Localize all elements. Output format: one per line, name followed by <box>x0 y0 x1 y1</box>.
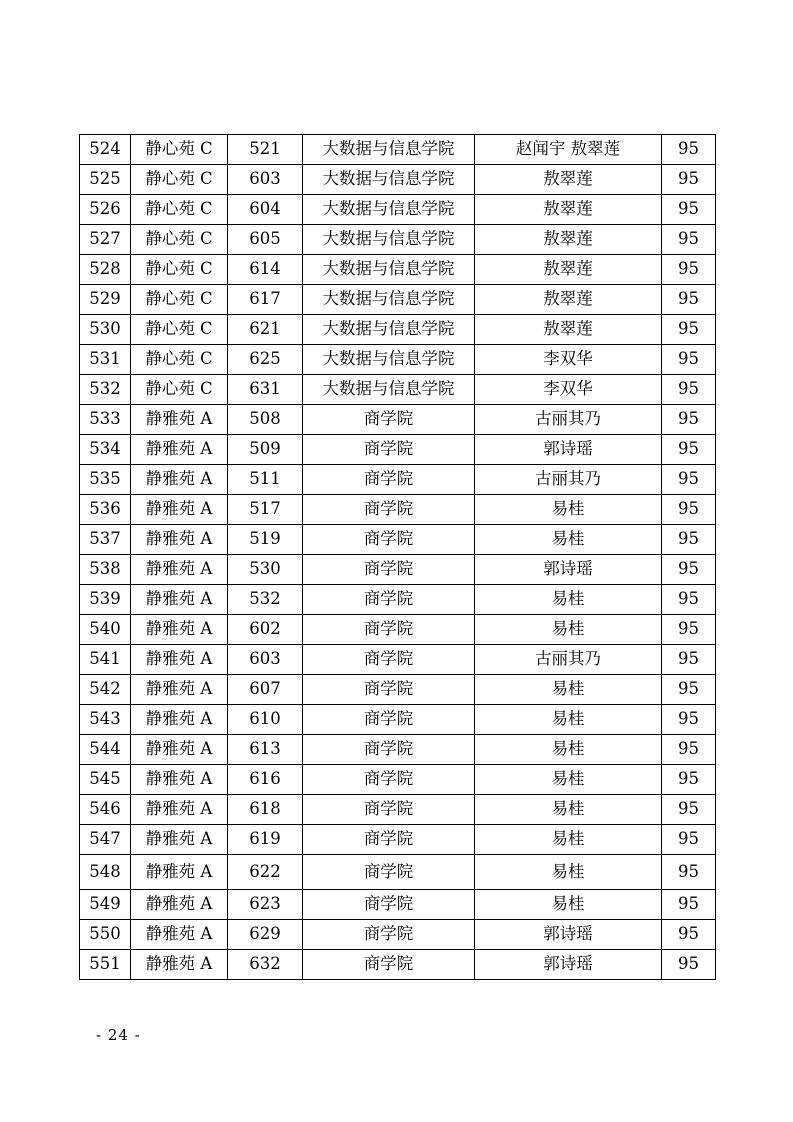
room-number: 610 <box>228 705 303 735</box>
table-row <box>80 795 716 825</box>
college-name: 商学院 <box>303 890 475 920</box>
score-value: 95 <box>662 765 716 795</box>
building-name: 静心苑 C <box>131 225 228 255</box>
teacher-name: 郭诗瑶 <box>475 555 662 585</box>
score-value: 95 <box>662 345 716 375</box>
row-number: 543 <box>80 705 131 735</box>
row-number: 541 <box>80 645 131 675</box>
row-number: 537 <box>80 525 131 555</box>
college-name: 大数据与信息学院 <box>303 255 475 285</box>
building-name: 静雅苑 A <box>131 645 228 675</box>
teacher-name: 易桂 <box>475 890 662 920</box>
college-name: 商学院 <box>303 950 475 980</box>
college-name: 大数据与信息学院 <box>303 345 475 375</box>
row-number: 528 <box>80 255 131 285</box>
score-value: 95 <box>662 285 716 315</box>
table-row <box>80 525 716 555</box>
teacher-name: 易桂 <box>475 765 662 795</box>
teacher-name: 敖翠莲 <box>475 255 662 285</box>
teacher-name: 易桂 <box>475 675 662 705</box>
college-name: 商学院 <box>303 465 475 495</box>
room-number: 616 <box>228 765 303 795</box>
score-value: 95 <box>662 555 716 585</box>
table-row <box>80 255 716 285</box>
teacher-name: 敖翠莲 <box>475 165 662 195</box>
building-name: 静心苑 C <box>131 195 228 225</box>
page-number: - 24 - <box>96 1026 141 1044</box>
teacher-name: 易桂 <box>475 585 662 615</box>
table-row <box>80 765 716 795</box>
table-row <box>80 285 716 315</box>
teacher-name: 古丽其乃 <box>475 465 662 495</box>
table-row <box>80 735 716 765</box>
room-number: 604 <box>228 195 303 225</box>
teacher-name: 易桂 <box>475 825 662 855</box>
dormitory-score-table <box>79 134 716 980</box>
building-name: 静雅苑 A <box>131 950 228 980</box>
room-number: 631 <box>228 375 303 405</box>
room-number: 603 <box>228 645 303 675</box>
college-name: 大数据与信息学院 <box>303 375 475 405</box>
building-name: 静雅苑 A <box>131 705 228 735</box>
room-number: 618 <box>228 795 303 825</box>
building-name: 静雅苑 A <box>131 525 228 555</box>
score-value: 95 <box>662 890 716 920</box>
teacher-name: 李双华 <box>475 345 662 375</box>
teacher-name: 李双华 <box>475 375 662 405</box>
room-number: 602 <box>228 615 303 645</box>
score-value: 95 <box>662 675 716 705</box>
room-number: 530 <box>228 555 303 585</box>
building-name: 静雅苑 A <box>131 890 228 920</box>
college-name: 大数据与信息学院 <box>303 315 475 345</box>
building-name: 静雅苑 A <box>131 855 228 890</box>
table-row <box>80 375 716 405</box>
score-value: 95 <box>662 855 716 890</box>
score-value: 95 <box>662 375 716 405</box>
table-row <box>80 315 716 345</box>
room-number: 625 <box>228 345 303 375</box>
row-number: 536 <box>80 495 131 525</box>
teacher-name: 古丽其乃 <box>475 405 662 435</box>
table-row <box>80 495 716 525</box>
score-value: 95 <box>662 315 716 345</box>
row-number: 551 <box>80 950 131 980</box>
row-number: 548 <box>80 855 131 890</box>
table-row <box>80 645 716 675</box>
row-number: 544 <box>80 735 131 765</box>
building-name: 静心苑 C <box>131 285 228 315</box>
score-value: 95 <box>662 705 716 735</box>
room-number: 605 <box>228 225 303 255</box>
score-value: 95 <box>662 195 716 225</box>
building-name: 静雅苑 A <box>131 825 228 855</box>
table-row <box>80 890 716 920</box>
college-name: 商学院 <box>303 585 475 615</box>
table-row <box>80 920 716 950</box>
room-number: 607 <box>228 675 303 705</box>
score-value: 95 <box>662 495 716 525</box>
building-name: 静雅苑 A <box>131 920 228 950</box>
row-number: 532 <box>80 375 131 405</box>
teacher-name: 赵闻宇 敖翠莲 <box>475 135 662 165</box>
row-number: 525 <box>80 165 131 195</box>
row-number: 529 <box>80 285 131 315</box>
room-number: 619 <box>228 825 303 855</box>
college-name: 商学院 <box>303 920 475 950</box>
room-number: 511 <box>228 465 303 495</box>
college-name: 商学院 <box>303 645 475 675</box>
table-row <box>80 165 716 195</box>
building-name: 静心苑 C <box>131 165 228 195</box>
building-name: 静心苑 C <box>131 315 228 345</box>
teacher-name: 敖翠莲 <box>475 225 662 255</box>
building-name: 静雅苑 A <box>131 795 228 825</box>
score-value: 95 <box>662 225 716 255</box>
teacher-name: 易桂 <box>475 525 662 555</box>
room-number: 532 <box>228 585 303 615</box>
score-value: 95 <box>662 825 716 855</box>
score-value: 95 <box>662 405 716 435</box>
building-name: 静心苑 C <box>131 135 228 165</box>
table-row <box>80 465 716 495</box>
score-value: 95 <box>662 585 716 615</box>
table-row <box>80 825 716 855</box>
table-body <box>80 135 716 980</box>
score-value: 95 <box>662 165 716 195</box>
teacher-name: 敖翠莲 <box>475 195 662 225</box>
building-name: 静心苑 C <box>131 255 228 285</box>
score-value: 95 <box>662 435 716 465</box>
building-name: 静雅苑 A <box>131 735 228 765</box>
table-row <box>80 435 716 465</box>
room-number: 508 <box>228 405 303 435</box>
table-row <box>80 705 716 735</box>
building-name: 静雅苑 A <box>131 765 228 795</box>
college-name: 商学院 <box>303 525 475 555</box>
row-number: 527 <box>80 225 131 255</box>
building-name: 静雅苑 A <box>131 555 228 585</box>
room-number: 614 <box>228 255 303 285</box>
college-name: 大数据与信息学院 <box>303 195 475 225</box>
building-name: 静雅苑 A <box>131 435 228 465</box>
building-name: 静雅苑 A <box>131 585 228 615</box>
table-row <box>80 855 716 890</box>
teacher-name: 郭诗瑶 <box>475 435 662 465</box>
teacher-name: 易桂 <box>475 795 662 825</box>
building-name: 静雅苑 A <box>131 465 228 495</box>
college-name: 商学院 <box>303 765 475 795</box>
score-value: 95 <box>662 795 716 825</box>
row-number: 550 <box>80 920 131 950</box>
teacher-name: 易桂 <box>475 735 662 765</box>
score-value: 95 <box>662 950 716 980</box>
row-number: 531 <box>80 345 131 375</box>
table-row <box>80 675 716 705</box>
room-number: 623 <box>228 890 303 920</box>
row-number: 530 <box>80 315 131 345</box>
college-name: 大数据与信息学院 <box>303 225 475 255</box>
college-name: 商学院 <box>303 615 475 645</box>
table-row <box>80 345 716 375</box>
room-number: 629 <box>228 920 303 950</box>
college-name: 大数据与信息学院 <box>303 285 475 315</box>
table-row <box>80 195 716 225</box>
college-name: 大数据与信息学院 <box>303 135 475 165</box>
row-number: 546 <box>80 795 131 825</box>
building-name: 静雅苑 A <box>131 405 228 435</box>
row-number: 534 <box>80 435 131 465</box>
teacher-name: 古丽其乃 <box>475 645 662 675</box>
teacher-name: 易桂 <box>475 855 662 890</box>
room-number: 519 <box>228 525 303 555</box>
room-number: 603 <box>228 165 303 195</box>
table-row <box>80 615 716 645</box>
building-name: 静心苑 C <box>131 345 228 375</box>
college-name: 商学院 <box>303 405 475 435</box>
row-number: 542 <box>80 675 131 705</box>
college-name: 商学院 <box>303 855 475 890</box>
table-row <box>80 950 716 980</box>
score-value: 95 <box>662 645 716 675</box>
row-number: 533 <box>80 405 131 435</box>
teacher-name: 敖翠莲 <box>475 315 662 345</box>
table-row <box>80 225 716 255</box>
row-number: 547 <box>80 825 131 855</box>
building-name: 静雅苑 A <box>131 675 228 705</box>
row-number: 549 <box>80 890 131 920</box>
room-number: 509 <box>228 435 303 465</box>
room-number: 632 <box>228 950 303 980</box>
score-value: 95 <box>662 255 716 285</box>
teacher-name: 郭诗瑶 <box>475 950 662 980</box>
college-name: 商学院 <box>303 555 475 585</box>
row-number: 540 <box>80 615 131 645</box>
teacher-name: 郭诗瑶 <box>475 920 662 950</box>
table-row <box>80 555 716 585</box>
score-value: 95 <box>662 920 716 950</box>
row-number: 524 <box>80 135 131 165</box>
row-number: 526 <box>80 195 131 225</box>
college-name: 商学院 <box>303 435 475 465</box>
college-name: 商学院 <box>303 495 475 525</box>
room-number: 517 <box>228 495 303 525</box>
college-name: 商学院 <box>303 795 475 825</box>
room-number: 521 <box>228 135 303 165</box>
table-row <box>80 405 716 435</box>
score-value: 95 <box>662 135 716 165</box>
college-name: 商学院 <box>303 825 475 855</box>
table-row <box>80 585 716 615</box>
row-number: 539 <box>80 585 131 615</box>
row-number: 545 <box>80 765 131 795</box>
room-number: 622 <box>228 855 303 890</box>
building-name: 静雅苑 A <box>131 495 228 525</box>
college-name: 商学院 <box>303 675 475 705</box>
teacher-name: 易桂 <box>475 615 662 645</box>
college-name: 商学院 <box>303 705 475 735</box>
room-number: 617 <box>228 285 303 315</box>
building-name: 静心苑 C <box>131 375 228 405</box>
room-number: 613 <box>228 735 303 765</box>
score-value: 95 <box>662 735 716 765</box>
score-value: 95 <box>662 525 716 555</box>
teacher-name: 敖翠莲 <box>475 285 662 315</box>
table-row <box>80 135 716 165</box>
room-number: 621 <box>228 315 303 345</box>
row-number: 535 <box>80 465 131 495</box>
building-name: 静雅苑 A <box>131 615 228 645</box>
row-number: 538 <box>80 555 131 585</box>
college-name: 商学院 <box>303 735 475 765</box>
score-value: 95 <box>662 615 716 645</box>
teacher-name: 易桂 <box>475 495 662 525</box>
score-value: 95 <box>662 465 716 495</box>
college-name: 大数据与信息学院 <box>303 165 475 195</box>
teacher-name: 易桂 <box>475 705 662 735</box>
